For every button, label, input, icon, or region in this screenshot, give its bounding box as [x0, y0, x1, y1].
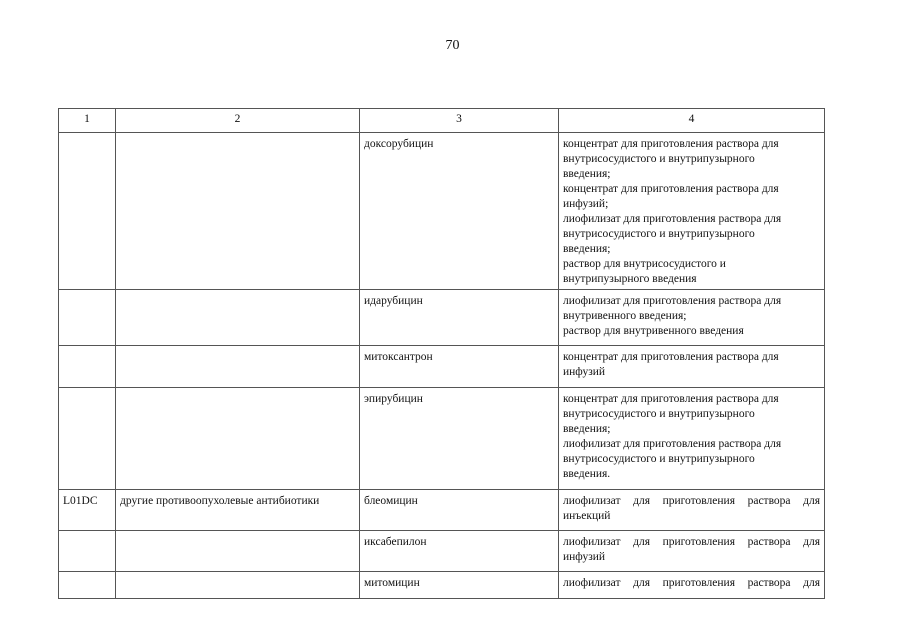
dosage-form-line: внутрисосудистого и внутрипузырного [563, 453, 755, 465]
drug-name-cell: идарубицин [360, 290, 559, 346]
dosage-form-line: введения; [563, 423, 611, 435]
drug-name-cell: иксабепилон [360, 531, 559, 572]
table-row [59, 290, 825, 346]
group-cell [116, 572, 360, 599]
drug-name-cell: митоксантрон [360, 346, 559, 388]
dosage-form-line: концентрат для приготовления раствора для [563, 138, 779, 150]
dosage-form-line: раствор для внутривенного введения [563, 325, 744, 337]
dosage-forms-cell [559, 290, 825, 346]
group-cell [116, 290, 360, 346]
dosage-form-line: лиофилизат для приготовления раствора для [563, 438, 782, 450]
atc-code-cell [59, 388, 116, 490]
dosage-forms-cell [559, 346, 825, 388]
drug-name-cell: эпирубицин [360, 388, 559, 490]
header-cell: 1 [59, 109, 116, 133]
dosage-forms-cell [559, 572, 825, 599]
dosage-form-line: введения. [563, 468, 611, 480]
drug-name-cell: митомицин [360, 572, 559, 599]
dosage-form-line: концентрат для приготовления раствора для [563, 393, 779, 405]
atc-code-cell: L01DC [59, 490, 116, 531]
group-cell: другие противоопухолевые антибиотики [116, 490, 360, 531]
dosage-form-line: лиофилизат для приготовления раствора для [563, 495, 820, 507]
table-row [59, 346, 825, 388]
page-number: 70 [445, 38, 460, 53]
drug-name-cell: блеомицин [360, 490, 559, 531]
dosage-form-line: внутрисосудистого и внутрипузырного [563, 408, 755, 420]
table-row [59, 490, 825, 531]
dosage-form-line: концентрат для приготовления раствора для [563, 351, 779, 363]
drug-name-cell: доксорубицин [360, 133, 559, 290]
group-cell [116, 388, 360, 490]
header-cell: 3 [360, 109, 559, 133]
dosage-form-line: лиофилизат для приготовления раствора для [563, 213, 782, 225]
atc-code-cell [59, 572, 116, 599]
table-header-row [59, 109, 825, 133]
dosage-form-line: внутрипузырного введения [563, 273, 697, 285]
dosage-form-line: концентрат для приготовления раствора для [563, 183, 779, 195]
dosage-forms-cell [559, 388, 825, 490]
header-cell: 2 [116, 109, 360, 133]
table-row [59, 572, 825, 599]
dosage-forms-cell [559, 490, 825, 531]
dosage-forms-cell [559, 531, 825, 572]
dosage-form-line: раствор для внутрисосудистого и [563, 258, 726, 270]
table-row [59, 388, 825, 490]
header-cell: 4 [559, 109, 825, 133]
dosage-form-line: инфузий [563, 551, 606, 563]
atc-code-cell [59, 346, 116, 388]
dosage-form-line: внутривенного введения; [563, 310, 687, 322]
dosage-form-line: лиофилизат для приготовления раствора для [563, 577, 820, 589]
atc-code-cell [59, 290, 116, 346]
dosage-form-line: инъекций [563, 510, 611, 522]
dosage-forms-cell [559, 133, 825, 290]
group-cell [116, 346, 360, 388]
dosage-form-line: внутрисосудистого и внутрипузырного [563, 228, 755, 240]
dosage-form-line: инфузий [563, 366, 606, 378]
group-cell [116, 133, 360, 290]
dosage-form-line: внутрисосудистого и внутрипузырного [563, 153, 755, 165]
dosage-form-line: лиофилизат для приготовления раствора для [563, 295, 782, 307]
dosage-form-line: введения; [563, 168, 611, 180]
table-row [59, 531, 825, 572]
dosage-form-line: инфузий; [563, 198, 609, 210]
dosage-form-line: введения; [563, 243, 611, 255]
drug-table [58, 108, 825, 599]
atc-code-cell [59, 531, 116, 572]
table-row [59, 133, 825, 290]
dosage-form-line: лиофилизат для приготовления раствора для [563, 536, 820, 548]
atc-code-cell [59, 133, 116, 290]
group-cell [116, 531, 360, 572]
